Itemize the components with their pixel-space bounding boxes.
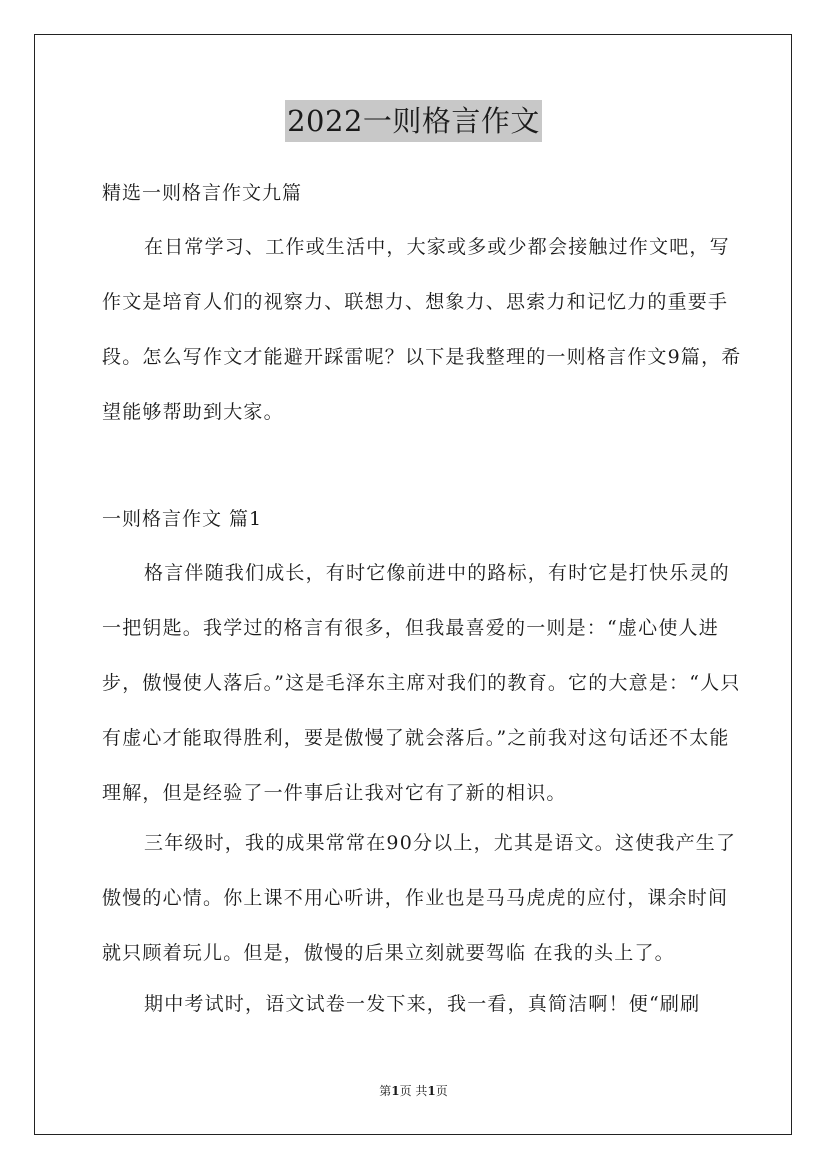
section1-paragraph-1: 格言伴随我们成长，有时它像前进中的路标，有时它是打快乐灵的一把钥匙。我学过的格言有很多，但我最喜爱的一则是：“虚心使人进步，傲慢使人落后。”这是毛泽东主席对我们的教育。它的大意是：“人只有虚心才能取得胜利，要是傲慢了就会落后。”之前我对这句话还不太能理解，但是经验了一件事后让我对它有了新的相识。 bbox=[102, 562, 741, 804]
footer-page-total: 1 bbox=[427, 1084, 436, 1098]
footer-label-a: 第 bbox=[379, 1084, 392, 1098]
intro-paragraph: 在日常学习、工作或生活中，大家或多或少都会接触过作文吧，写作文是培育人们的视察力、联想力、想象力、思索力和记忆力的重要手段。怎么写作文才能避开踩雷呢？以下是我整理的一则格言作文9篇，希望能够帮助到大家。 bbox=[102, 236, 742, 423]
footer-label-c: 页 bbox=[435, 1084, 448, 1098]
section1-paragraph-2: 三年级时，我的成果常常在90分以上，尤其是语文。这使我产生了傲慢的心情。你上课不用心听讲，作业也是马马虎虎的应付，课余时间就只顾着玩儿。但是，傲慢的后果立刻就要驾临 在我的头上了。 bbox=[102, 832, 737, 964]
title-container bbox=[0, 100, 827, 142]
footer-page-current: 1 bbox=[391, 1084, 400, 1098]
page-footer bbox=[0, 1083, 827, 1099]
section-heading-1: 一则格言作文 篇1 bbox=[102, 508, 263, 530]
document-subtitle: 精选一则格言作文九篇 bbox=[102, 182, 303, 204]
footer-label-b: 页 共 bbox=[399, 1084, 428, 1098]
section1-paragraph-3: 期中考试时，语文试卷一发下来，我一看，真简洁啊！便“刷刷 bbox=[144, 993, 701, 1015]
document-title: 2022一则格言作文 bbox=[285, 100, 542, 142]
